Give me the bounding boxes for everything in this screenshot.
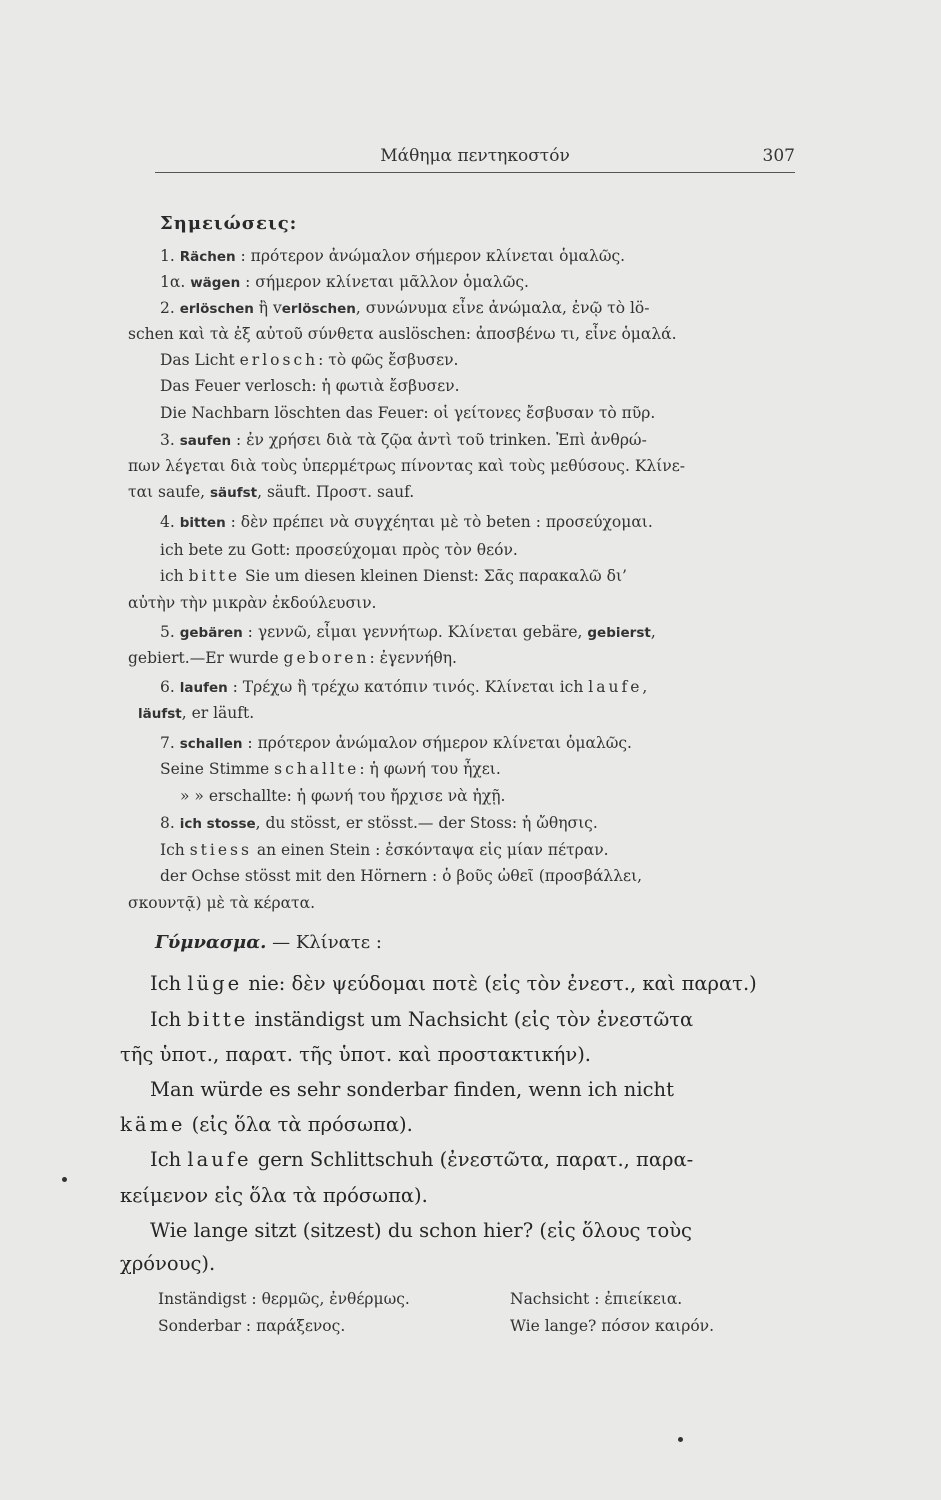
- note-line: läufst, er läuft.: [138, 704, 255, 722]
- note-line: 1α. wägen : σήμερον κλίνεται μᾶλλον ὁμαλῶς.: [160, 273, 529, 291]
- note-line: Die Nachbarn löschten das Feuer: οἱ γείτονες ἔσβυσαν τὸ πῦρ.: [160, 404, 656, 422]
- note-line: der Ochse stösst mit den Hörnern : ὁ βοῦς ὠθεῖ (προσβάλλει,: [160, 867, 643, 885]
- print-speck: [678, 1437, 683, 1442]
- note-line: Das Licht erlosch: τὸ φῶς ἔσβυσεν.: [160, 351, 459, 369]
- gymnasma-title: Γύμνασμα.: [155, 932, 267, 953]
- vocab-entry: Inständigst : θερμῶς, ἐνθέρμως.: [158, 1290, 410, 1308]
- note-line: schen καὶ τὰ ἐξ αὐτοῦ σύνθετα auslöschen: ἀποσβένω τι, εἶνε ὁμαλά.: [128, 325, 677, 343]
- note-line: 5. gebären : γεννῶ, εἶμαι γεννήτωρ. Κλίνεται gebäre, gebierst,: [160, 623, 656, 641]
- page-number: 307: [762, 146, 795, 166]
- vocab-entry: Sonderbar : παράξενος.: [158, 1317, 346, 1335]
- note-line: αὐτὴν τὴν μικρὰν ἐκδούλευσιν.: [128, 594, 377, 612]
- note-line: 1. Rächen : πρότερον ἀνώμαλον σήμερον κλίνεται ὁμαλῶς.: [160, 247, 626, 265]
- note-line: ται saufe, säufst, säuft. Προστ. sauf.: [128, 483, 415, 501]
- note-line: Ich stiess an einen Stein : ἐσκόνταψα εἰς μίαν πέτραν.: [160, 841, 609, 859]
- gymnasma-instruction: — Κλίνατε :: [272, 932, 382, 953]
- note-line: gebiert.—Er wurde geboren: ἐγεννήθη.: [128, 649, 457, 667]
- vocab-entry: Wie lange? πόσον καιρόν.: [510, 1317, 715, 1335]
- note-line: ich bete zu Gott: προσεύχομαι πρὸς τὸν θεόν.: [160, 541, 518, 559]
- note-line: σκουντᾷ) μὲ τὰ κέρατα.: [128, 894, 316, 912]
- chapter-title: Μάθημα πεντηκοστόν: [380, 146, 570, 166]
- exercise-line: Ich bitte inständigst um Nachsicht (εἰς τὸν ἐνεστῶτα: [150, 1008, 694, 1031]
- gymnasma-heading: [155, 932, 382, 953]
- vocab-entry: Nachsicht : ἐπιείκεια.: [510, 1290, 683, 1308]
- exercise-line: Ich laufe gern Schlittschuh (ἐνεστῶτα, παρατ., παρα-: [150, 1148, 694, 1171]
- note-line: Das Feuer verlosch: ἡ φωτιὰ ἔσβυσεν.: [160, 377, 460, 395]
- note-line: ich bitte Sie um diesen kleinen Dienst: Σᾶς παρακαλῶ δι’: [160, 567, 627, 585]
- exercise-line: Ich lüge nie: δὲν ψεύδομαι ποτὲ (εἰς τὸν ἐνεστ., καὶ παρατ.): [150, 972, 757, 995]
- exercise-line: Wie lange sitzt (sitzest) du schon hier? (εἰς ὅλους τοὺς: [150, 1219, 692, 1242]
- note-line: 7. schallen : πρότερον ἀνώμαλον σήμερον κλίνεται ὁμαλῶς.: [160, 734, 632, 752]
- note-line: 6. laufen : Τρέχω ἢ τρέχω κατόπιν τινός. Κλίνεται ich laufe,: [160, 678, 648, 696]
- exercise-line: käme (εἰς ὅλα τὰ πρόσωπα).: [120, 1113, 413, 1136]
- exercise-line: κείμενον εἰς ὅλα τὰ πρόσωπα).: [120, 1184, 428, 1207]
- exercise-line: τῆς ὑποτ., παρατ. τῆς ὑποτ. καὶ προστακτικήν).: [120, 1043, 592, 1066]
- note-line: 2. erlöschen ἢ verlöschen, συνώνυμα εἶνε ἀνώμαλα, ἐνῷ τὸ lö-: [160, 299, 650, 317]
- exercise-line: Man würde es sehr sonderbar finden, wenn ich nicht: [150, 1078, 674, 1101]
- note-line: 8. ich stosse, du stösst, er stösst.— der Stoss: ἡ ὤθησις.: [160, 814, 598, 832]
- print-speck: [62, 1177, 67, 1182]
- notes-heading: Σημειώσεις:: [160, 213, 298, 234]
- note-line: Seine Stimme schallte: ἡ φωνή του ἦχει.: [160, 760, 501, 778]
- note-line: 3. saufen : ἐν χρήσει διὰ τὰ ζῷα ἀντὶ τοῦ trinken. Ἐπὶ ἀνθρώ-: [160, 431, 647, 449]
- running-header: [155, 146, 795, 173]
- note-line: » » erschallte: ἡ φωνή του ἤρχισε νὰ ἠχῇ.: [180, 787, 506, 805]
- note-line: πων λέγεται διὰ τοὺς ὑπερμέτρως πίνοντας καὶ τοὺς μεθύσους. Κλίνε-: [128, 457, 685, 475]
- exercise-line: χρόνους).: [120, 1252, 216, 1275]
- note-line: 4. bitten : δὲν πρέπει νὰ συγχέηται μὲ τὸ beten : προσεύχομαι.: [160, 513, 653, 531]
